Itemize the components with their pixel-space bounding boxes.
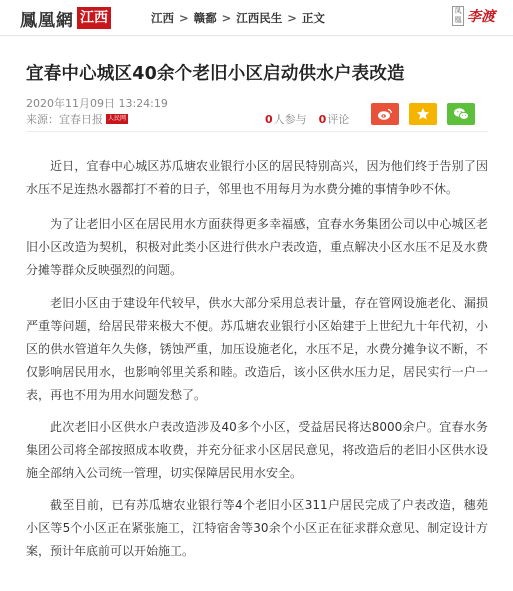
participants-stat[interactable] — [265, 111, 307, 127]
publish-date: 2020年11月09日 13:24:19 — [26, 97, 168, 110]
share-wechat-button[interactable] — [447, 103, 475, 125]
breadcrumb-item-ganpo[interactable]: 赣鄱 — [193, 11, 217, 25]
article-paragraph: 为了让老旧小区在居民用水方面获得更多幸福感，宜春水务集团公司以中心城区老旧小区改造为契机，积极对此类小区进行供水户表改造，重点解决小区水压不足及水费分摊等群众反映强烈的问题。 — [26, 217, 488, 277]
comments-count: 0 — [318, 113, 327, 126]
participants-count: 0 — [265, 113, 273, 126]
logo-text: 鳳凰網 — [20, 10, 74, 31]
top-bar — [0, 0, 513, 36]
logo-region-badge: 江西 — [77, 7, 111, 29]
article-paragraph: 截至目前，已有苏瓜塘农业银行等4个老旧小区311户居民完成了户表改造，穗苑小区等5个小区正在紧张施工，江特宿舍等30余个小区正在征求群众意见、制定设计方案，预计年底前可以开始施工。 — [26, 498, 488, 558]
source-badge: 人民网 — [108, 115, 127, 122]
breadcrumb-item-jiangxi[interactable]: 江西 — [151, 11, 174, 25]
article-paragraph: 此次老旧小区供水户表改造涉及40多个小区，受益居民将达8000余户。宜春水务集团公司将全部按照成本收费，并充分征求小区居民意见，将改造后的老旧小区供水设施全部纳入公司统一管理，切实保障居民用水安全。 — [26, 420, 488, 480]
breadcrumb-separator: > — [179, 11, 189, 25]
favorite-button[interactable] — [409, 103, 437, 125]
participants-label: 人参与 — [273, 113, 307, 126]
brand-name: 李渡 — [467, 9, 495, 25]
article-stats — [265, 111, 361, 127]
wechat-icon — [453, 107, 470, 121]
brand-seal: 凤凰 — [452, 6, 464, 26]
breadcrumb-item-current: 正文 — [301, 11, 325, 25]
breadcrumb-separator: > — [221, 11, 232, 25]
comments-label: 评论 — [327, 113, 350, 126]
site-logo[interactable] — [20, 5, 111, 31]
star-icon — [416, 107, 430, 121]
share-weibo-button[interactable] — [371, 103, 399, 125]
article-title: 宜春中心城区40余个老旧小区启动供水户表改造 — [26, 64, 405, 84]
article-paragraph: 近日，宜春中心城区苏瓜塘农业银行小区的居民特别高兴，因为他们终于告别了因水压不足连热水器都打不着的日子，邻里也不用每月为水费分摊的事情争吵不休。 — [26, 159, 488, 196]
article-source — [26, 111, 128, 127]
brand-logo-right[interactable] — [452, 6, 495, 26]
weibo-icon — [377, 107, 393, 121]
breadcrumb — [151, 10, 325, 26]
source-label: 来源：宜春日报 — [26, 113, 103, 126]
header-divider — [26, 131, 488, 132]
comments-stat[interactable] — [319, 111, 350, 127]
article-paragraph: 老旧小区由于建设年代较早，供水大部分采用总表计量，存在管网设施老化、漏损严重等问题，给居民带来极大不便。苏瓜塘农业银行小区始建于上世纪九十年代初，小区的供水管道年久失修，锈蚀严重，加压设施老化，水压不足，水费分摊争议不断，不仅影响居民用水，也影响邻里关系和睦。改造后，该小区供水压力足，居民实行一户一表，再也不用为用水问题发愁了。 — [26, 296, 488, 402]
breadcrumb-item-minsheng[interactable]: 江西民生 — [236, 11, 283, 25]
breadcrumb-separator: > — [287, 11, 297, 25]
